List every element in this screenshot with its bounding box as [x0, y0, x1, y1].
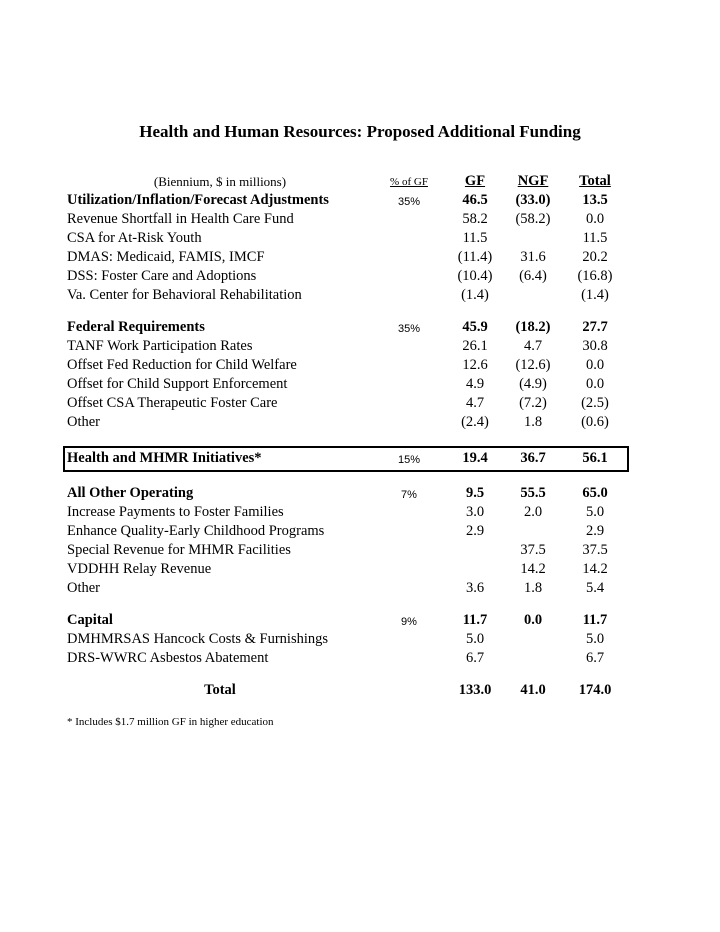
row-gf: 26.1: [462, 338, 488, 354]
table-row: [0, 522, 720, 541]
row-ngf: (7.2): [519, 395, 547, 411]
section-ngf: (18.2): [515, 319, 551, 335]
section-row: [0, 484, 720, 503]
footnote: * Includes $1.7 million GF in higher education: [67, 716, 274, 728]
section-pct: 7%: [401, 489, 417, 501]
section-total: 13.5: [582, 192, 608, 208]
row-label: CSA for At-Risk Youth: [67, 230, 202, 246]
row-gf: 4.9: [465, 376, 485, 392]
row-label: Offset for Child Support Enforcement: [67, 376, 288, 392]
grand-total-total: 174.0: [578, 682, 612, 698]
row-ngf: (12.6): [515, 357, 551, 373]
row-total: 0.0: [585, 357, 605, 373]
table-row: [0, 267, 720, 286]
row-gf: 12.6: [462, 357, 488, 373]
table-row: [0, 248, 720, 267]
section-label: Health and MHMR Initiatives*: [67, 450, 262, 466]
section-gf: 9.5: [465, 485, 485, 501]
row-total: 0.0: [585, 376, 605, 392]
section-gf: 19.4: [462, 450, 488, 466]
table-row: [0, 337, 720, 356]
row-gf: (11.4): [457, 249, 493, 265]
row-total: (1.4): [581, 287, 609, 303]
row-total: 20.2: [582, 249, 608, 265]
section-label: All Other Operating: [67, 485, 194, 501]
section-row: [0, 611, 720, 630]
row-label: Other: [67, 414, 101, 430]
grand-total-gf: 133.0: [458, 682, 492, 698]
table-row: [0, 394, 720, 413]
row-total: 2.9: [585, 523, 605, 539]
row-ngf: 14.2: [520, 561, 546, 577]
section-ngf: 0.0: [523, 612, 543, 628]
table-row: [0, 560, 720, 579]
row-total: (2.5): [581, 395, 609, 411]
row-ngf: 31.6: [520, 249, 546, 265]
table-row: [0, 630, 720, 649]
row-total: 5.0: [585, 631, 605, 647]
row-ngf: 1.8: [523, 580, 543, 596]
section-ngf: 36.7: [520, 450, 546, 466]
table-row: [0, 210, 720, 229]
row-gf: 4.7: [465, 395, 485, 411]
ngf-header: NGF: [517, 173, 549, 189]
section-gf: 45.9: [462, 319, 488, 335]
row-ngf: (6.4): [519, 268, 547, 284]
row-ngf: 4.7: [523, 338, 543, 354]
row-label: DRS-WWRC Asbestos Abatement: [67, 650, 269, 666]
row-label: Va. Center for Behavioral Rehabilitation: [67, 287, 302, 303]
page-title: Health and Human Resources: Proposed Additional Funding: [139, 122, 581, 141]
section-total: 27.7: [582, 319, 608, 335]
section-label: Capital: [67, 612, 113, 628]
table-row: [0, 503, 720, 522]
section-pct: 9%: [401, 616, 417, 628]
section-ngf: 55.5: [520, 485, 546, 501]
table-row: [0, 229, 720, 248]
table-row: [0, 375, 720, 394]
row-total: 5.0: [585, 504, 605, 520]
row-total: 5.4: [585, 580, 605, 596]
row-label: TANF Work Participation Rates: [67, 338, 253, 354]
row-label: DMHMRSAS Hancock Costs & Furnishings: [67, 631, 329, 647]
table-row: [0, 413, 720, 432]
section-row: [0, 449, 720, 468]
section-pct: 35%: [397, 323, 421, 335]
row-label: Enhance Quality-Early Childhood Programs: [67, 523, 325, 539]
row-total: 0.0: [585, 211, 605, 227]
biennium-note: (Biennium, $ in millions): [153, 174, 287, 189]
table-header: [0, 172, 720, 191]
table-row: [0, 649, 720, 668]
gf-header: GF: [464, 173, 486, 189]
row-ngf: 1.8: [523, 414, 543, 430]
row-label: Offset CSA Therapeutic Foster Care: [67, 395, 278, 411]
section-ngf: (33.0): [515, 192, 551, 208]
row-total: 37.5: [582, 542, 608, 558]
row-total: (16.8): [577, 268, 613, 284]
row-gf: 5.0: [465, 631, 485, 647]
section-pct: 15%: [397, 454, 421, 466]
row-ngf: 37.5: [520, 542, 546, 558]
row-gf: (2.4): [461, 414, 489, 430]
row-gf: 58.2: [462, 211, 488, 227]
row-gf: 3.6: [465, 580, 485, 596]
row-gf: (10.4): [457, 268, 493, 284]
row-gf: 6.7: [465, 650, 485, 666]
row-label: DMAS: Medicaid, FAMIS, IMCF: [67, 249, 265, 265]
section-total: 56.1: [582, 450, 608, 466]
table-row: [0, 356, 720, 375]
total-header: Total: [579, 173, 611, 189]
row-gf: 11.5: [462, 230, 488, 246]
table-row: [0, 579, 720, 598]
section-label: Utilization/Inflation/Forecast Adjustments: [67, 192, 329, 208]
row-label: Special Revenue for MHMR Facilities: [67, 542, 291, 558]
section-total: 65.0: [582, 485, 608, 501]
grand-total-ngf: 41.0: [520, 682, 546, 698]
row-total: 6.7: [585, 650, 605, 666]
row-total: 30.8: [582, 338, 608, 354]
row-label: Increase Payments to Foster Families: [67, 504, 284, 520]
section-pct: 35%: [397, 196, 421, 208]
row-label: Offset Fed Reduction for Child Welfare: [67, 357, 297, 373]
grand-total-row: [0, 681, 720, 700]
row-label: VDDHH Relay Revenue: [67, 561, 212, 577]
table-row: [0, 541, 720, 560]
table-row: [0, 286, 720, 305]
row-label: DSS: Foster Care and Adoptions: [67, 268, 257, 284]
row-gf: (1.4): [461, 287, 489, 303]
row-ngf: (58.2): [515, 211, 551, 227]
row-total: 11.5: [582, 230, 608, 246]
row-label: Other: [67, 580, 101, 596]
grand-total-label: Total: [204, 682, 236, 698]
section-label: Federal Requirements: [67, 319, 205, 335]
row-ngf: (4.9): [519, 376, 547, 392]
row-label: Revenue Shortfall in Health Care Fund: [67, 211, 294, 227]
row-total: 14.2: [582, 561, 608, 577]
section-gf: 46.5: [462, 192, 488, 208]
row-total: (0.6): [581, 414, 609, 430]
row-gf: 2.9: [465, 523, 485, 539]
section-row: [0, 191, 720, 210]
section-total: 11.7: [582, 612, 608, 628]
row-gf: 3.0: [465, 504, 485, 520]
section-gf: 11.7: [462, 612, 488, 628]
section-row: [0, 318, 720, 337]
row-ngf: 2.0: [523, 504, 543, 520]
pct-gf-header: % of GF: [390, 176, 428, 188]
